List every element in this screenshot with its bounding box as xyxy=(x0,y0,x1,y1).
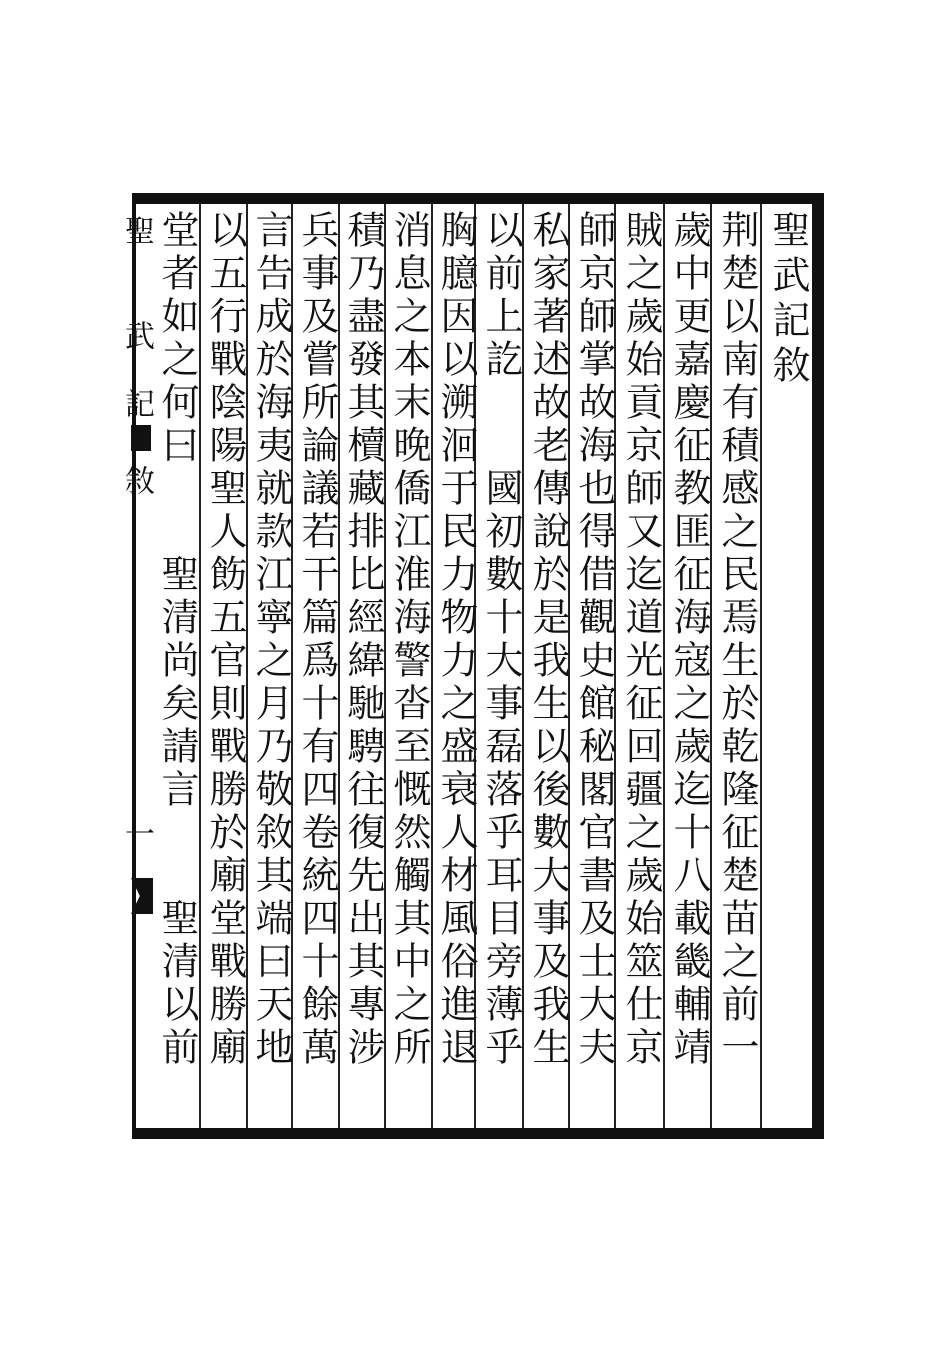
gutter-title-char-2: 武 xyxy=(119,320,154,350)
gutter-title-char-1: 聖 xyxy=(119,215,154,245)
text-column: 堂者如之何曰 聖清尚矣請言 聖清以前 xyxy=(155,210,199,1070)
gutter-section-label: 敘 xyxy=(119,465,154,495)
gutter-page-number: 一 xyxy=(119,818,154,848)
text-column: 胸臆因以溯洄于民力物力之盛衰人材風俗進退 xyxy=(434,210,478,1070)
column-rule xyxy=(760,204,762,1128)
text-column: 言告成於海夷就款江寧之月乃敬敘其端曰天地 xyxy=(249,210,293,1070)
preface-title: 聖武記敘 xyxy=(766,210,810,390)
text-column: 師京師掌故海也得借觀史館秘閣官書及士大夫 xyxy=(572,210,616,1070)
text-column: 歲中更嘉慶征教匪征海寇之歲迄十八載畿輔靖 xyxy=(667,210,711,1070)
text-column: 荆楚以南有積感之民焉生於乾隆征楚苗之前一 xyxy=(715,210,759,1070)
text-column: 消息之本末晚僑江淮海警沓至慨然觸其中之所 xyxy=(387,210,431,1070)
text-column: 以前上訖 國初數十大事磊落乎耳目旁薄乎 xyxy=(479,210,523,1070)
text-column: 兵事及嘗所論議若干篇爲十有四卷統四十餘萬 xyxy=(295,210,339,1070)
text-column: 以五行戰陰陽聖人飭五官則戰勝於廟堂戰勝廟 xyxy=(203,210,247,1070)
block-heart xyxy=(108,210,154,1130)
gutter-title-char-3: 記 xyxy=(119,388,154,418)
text-column: 賊之歲始貢京師又迄道光征回疆之歲始筮仕京 xyxy=(619,210,663,1070)
text-column: 私家著述故老傳說於是我生以後數大事及我生 xyxy=(526,210,570,1070)
text-column: 積乃盡發其櫝藏排比經緯馳騁往復先出其專涉 xyxy=(341,210,385,1070)
